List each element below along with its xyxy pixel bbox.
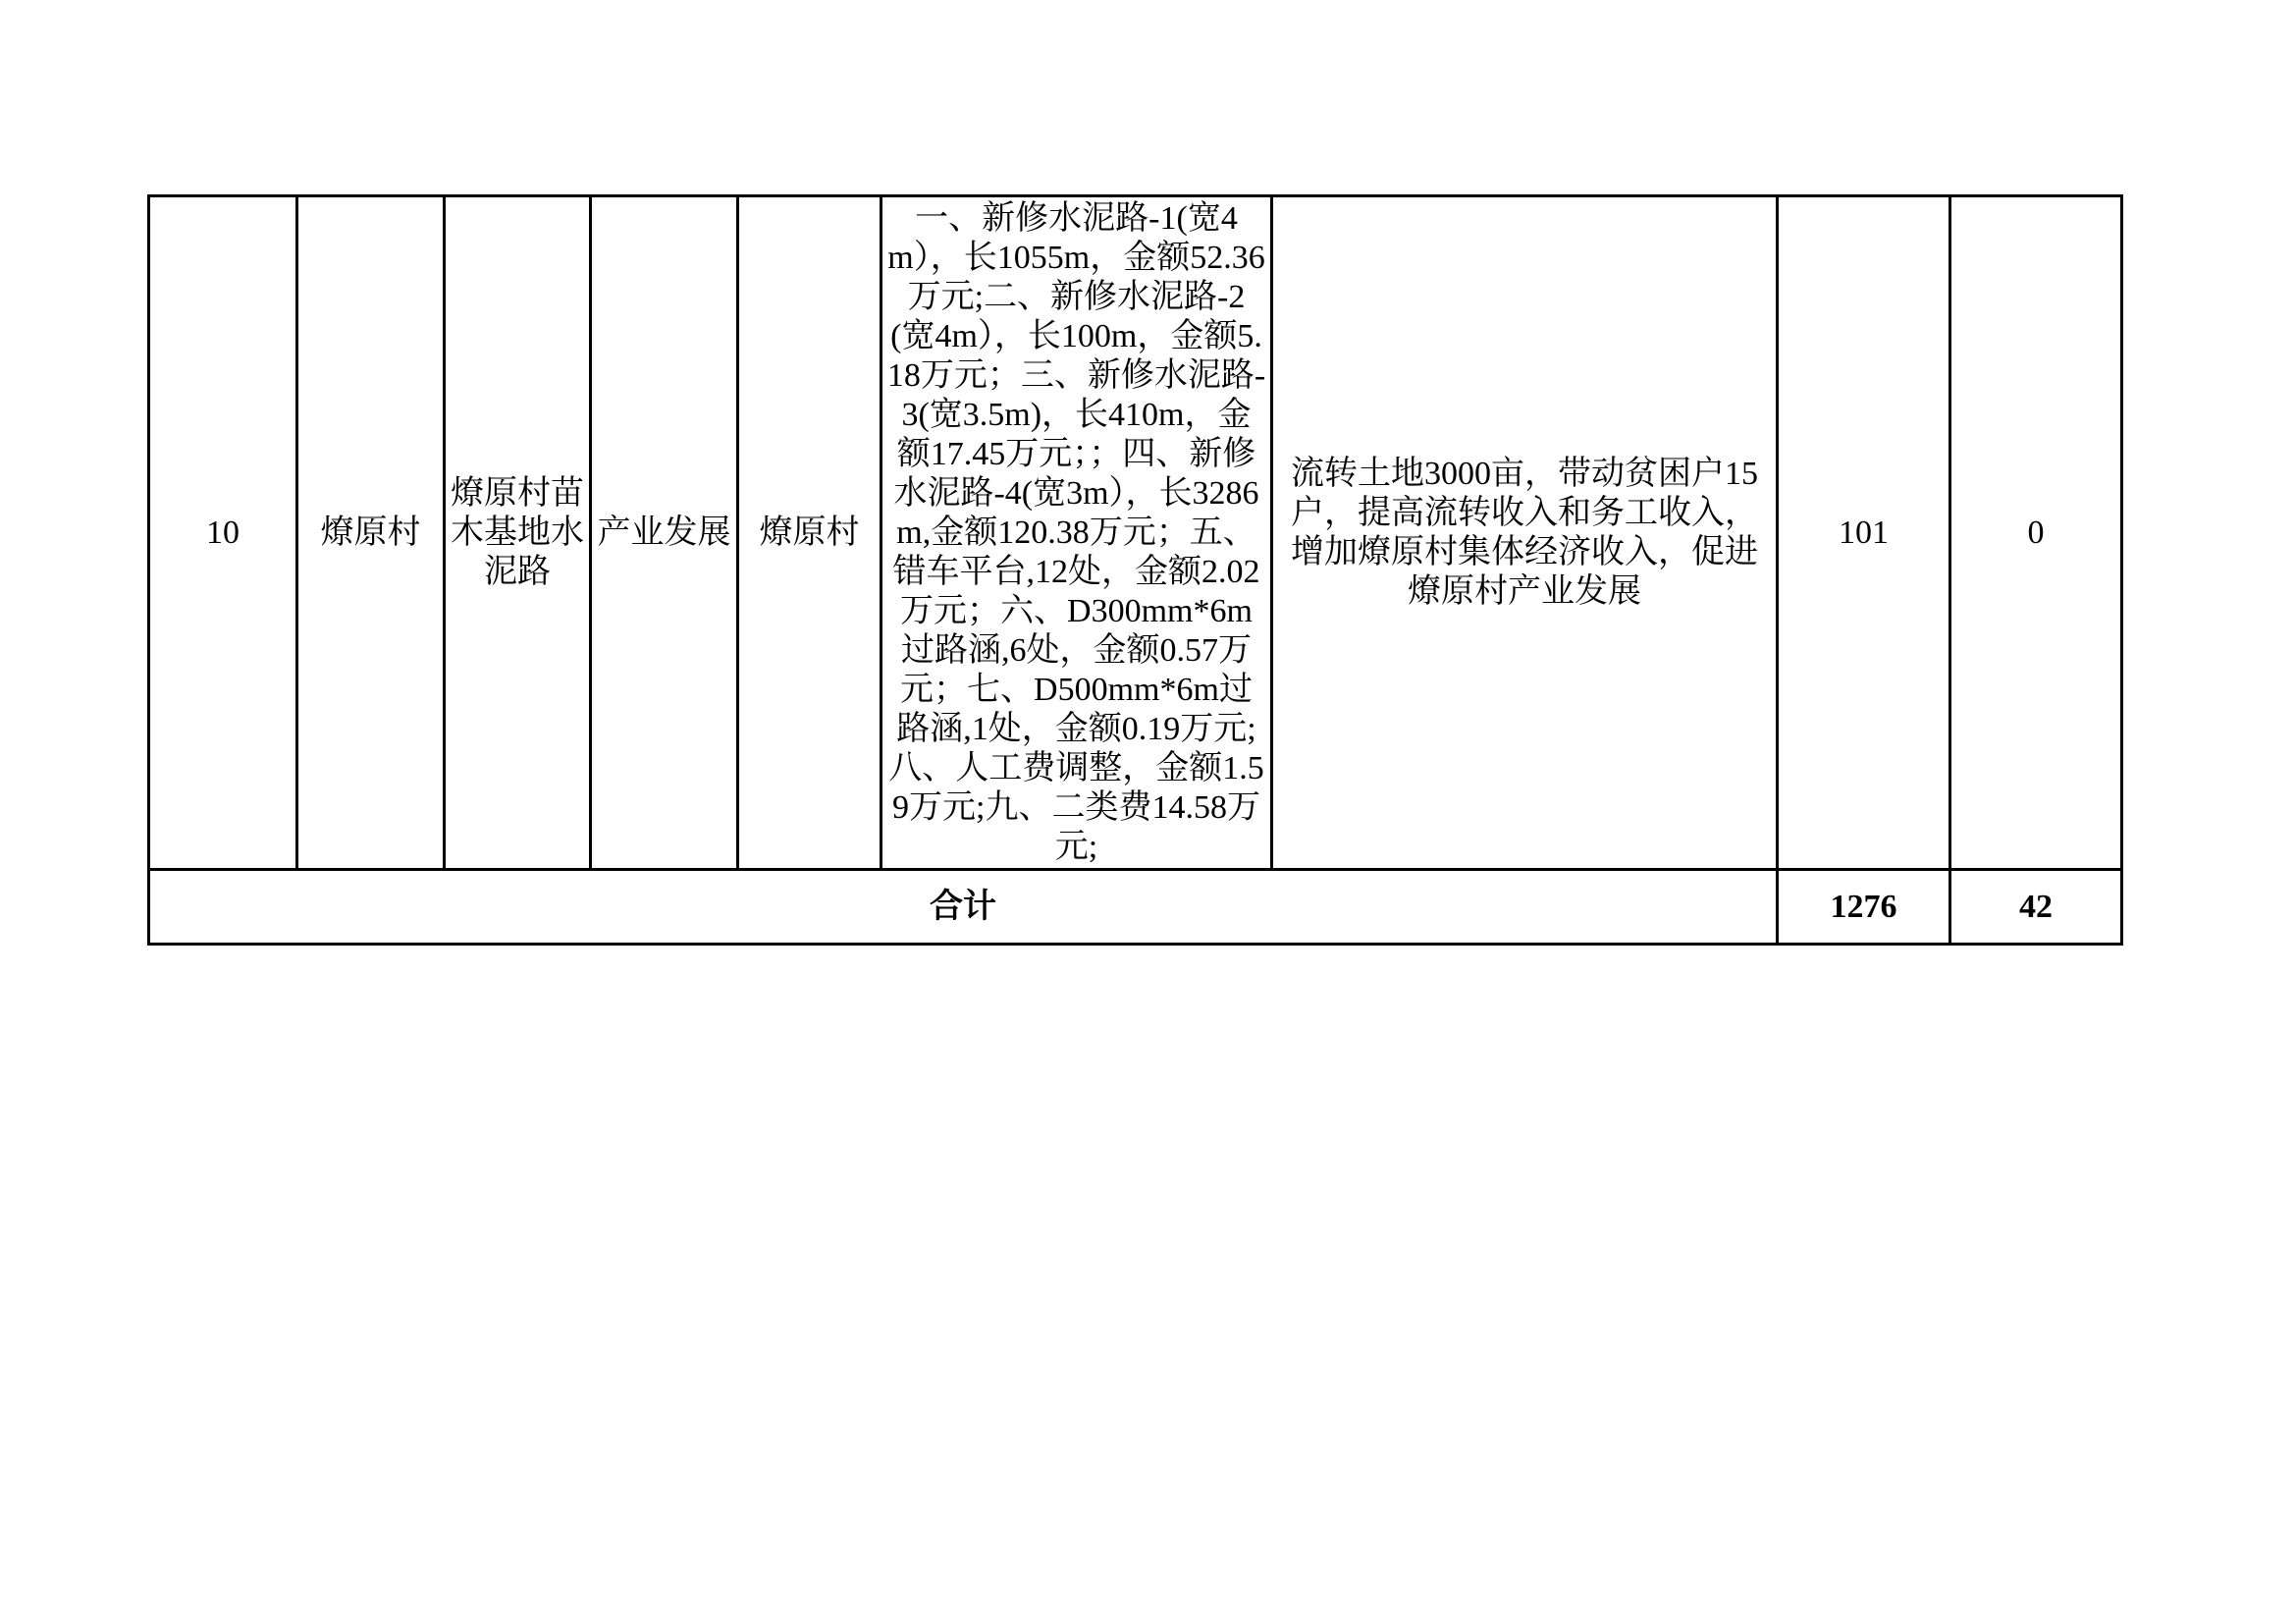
project-table xyxy=(147,194,2123,946)
cell-serial-number: 10 xyxy=(149,196,297,870)
cell-project-type: 产业发展 xyxy=(591,196,738,870)
cell-construction-content: 一、新修水泥路-1(宽4m），长1055m，金额52.36万元;二、新修水泥路-2(宽4m），长100m，金额5.18万元；三、新修水泥路-3(宽3.5m)，长410m，金额17.45万元；；四、新修水泥路-4(宽3m），长3286m,金额120.38万元；五、错车平台,12处，金额2.02万元；六、D300mm*6m过路涵,6处，金额0.57万元；七、D500mm*6m过路涵,1处，金额0.19万元;八、人工费调整，金额1.59万元;九、二类费14.58万元; xyxy=(881,196,1272,870)
cell-village: 燎原村 xyxy=(297,196,445,870)
cell-project-name: 燎原村苗木基地水泥路 xyxy=(445,196,591,870)
cell-benefit: 流转土地3000亩，带动贫困户15户，提高流转收入和务工收入，增加燎原村集体经济收入，促进燎原村产业发展 xyxy=(1272,196,1778,870)
cell-fund-amount: 101 xyxy=(1778,196,1950,870)
total-other-cell: 42 xyxy=(1950,870,2122,945)
total-label-cell: 合计 xyxy=(149,870,1778,945)
cell-location: 燎原村 xyxy=(738,196,881,870)
cell-other-amount: 0 xyxy=(1950,196,2122,870)
table-row xyxy=(149,196,2122,870)
total-row xyxy=(149,870,2122,945)
total-fund-cell: 1276 xyxy=(1778,870,1950,945)
